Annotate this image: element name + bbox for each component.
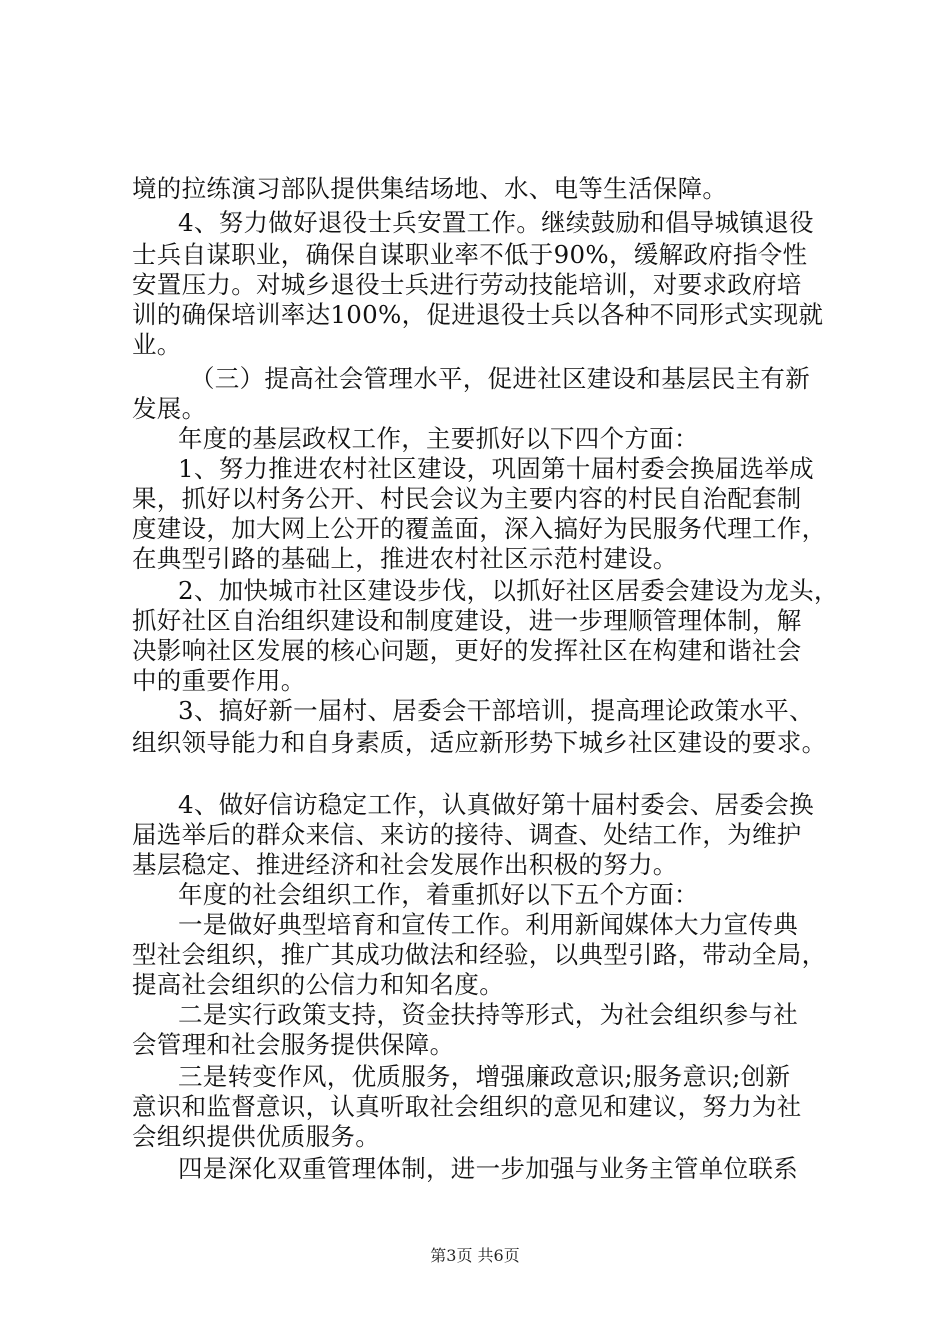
text-line: 型社会组织，推广其成功做法和经验，以典型引路，带动全局， (132, 940, 827, 969)
text-line: 届选举后的群众来信、来访的接待、调查、处结工作，为维护 (132, 820, 802, 849)
text-line: 士兵自谋职业，确保自谋职业率不低于90%，缓解政府指令性 (132, 240, 808, 269)
text-line: 会管理和社会服务提供保障。 (132, 1030, 455, 1059)
text-line: 提高社会组织的公信力和知名度。 (132, 970, 504, 999)
text-line: 组织领导能力和自身素质，适应新形势下城乡社区建设的要求。 (132, 728, 827, 757)
text-line: 发展。 (132, 394, 207, 423)
text-line: 3、搞好新一届村、居委会干部培训，提高理论政策水平、 (178, 696, 814, 725)
text-line: 中的重要作用。 (132, 666, 306, 695)
text-line: 四是深化双重管理体制，进一步加强与业务主管单位联系 (178, 1154, 798, 1183)
text-line: 二是实行政策支持，资金扶持等形式，为社会组织参与社 (178, 1000, 798, 1029)
text-line: 安置压力。对城乡退役士兵进行劳动技能培训，对要求政府培 (132, 270, 802, 299)
text-line: 基层稳定、推进经济和社会发展作出积极的努力。 (132, 850, 678, 879)
text-line: 果，抓好以村务公开、村民会议为主要内容的村民自治配套制 (132, 484, 802, 513)
text-line: 会组织提供优质服务。 (132, 1122, 380, 1151)
text-line: 业。 (132, 330, 182, 359)
text-line: 训的确保培训率达100%，促进退役士兵以各种不同形式实现就 (132, 300, 824, 329)
text-line: 2、加快城市社区建设步伐，以抓好社区居委会建设为龙头， (178, 576, 839, 605)
text-line: 一是做好典型培育和宣传工作。利用新闻媒体大力宣传典 (178, 910, 798, 939)
text-line: 三是转变作风，优质服务，增强廉政意识;服务意识;创新 (178, 1062, 791, 1091)
text-line: 4、做好信访稳定工作，认真做好第十届村委会、居委会换 (178, 790, 814, 819)
text-line: 4、努力做好退役士兵安置工作。继续鼓励和倡导城镇退役 (178, 208, 814, 237)
text-line: 抓好社区自治组织建设和制度建设，进一步理顺管理体制，解 (132, 606, 802, 635)
page-number: 第3页 共6页 (430, 1246, 520, 1265)
text-line: 在典型引路的基础上，推进农村社区示范村建设。 (132, 544, 678, 573)
text-line: 度建设，加大网上公开的覆盖面，深入搞好为民服务代理工作， (132, 514, 827, 543)
text-line: 年度的社会组织工作，着重抓好以下五个方面： (178, 880, 699, 909)
text-line: 1、努力推进农村社区建设，巩固第十届村委会换届选举成 (178, 454, 814, 483)
text-line: 意识和监督意识，认真听取社会组织的意见和建议，努力为社 (132, 1092, 802, 1121)
text-line: 境的拉练演习部队提供集结场地、水、电等生活保障。 (132, 174, 728, 203)
text-line: （三）提高社会管理水平，促进社区建设和基层民主有新 (190, 364, 810, 393)
text-line: 年度的基层政权工作，主要抓好以下四个方面： (178, 424, 699, 453)
text-line: 决影响社区发展的核心问题，更好的发挥社区在构建和谐社会 (132, 636, 802, 665)
